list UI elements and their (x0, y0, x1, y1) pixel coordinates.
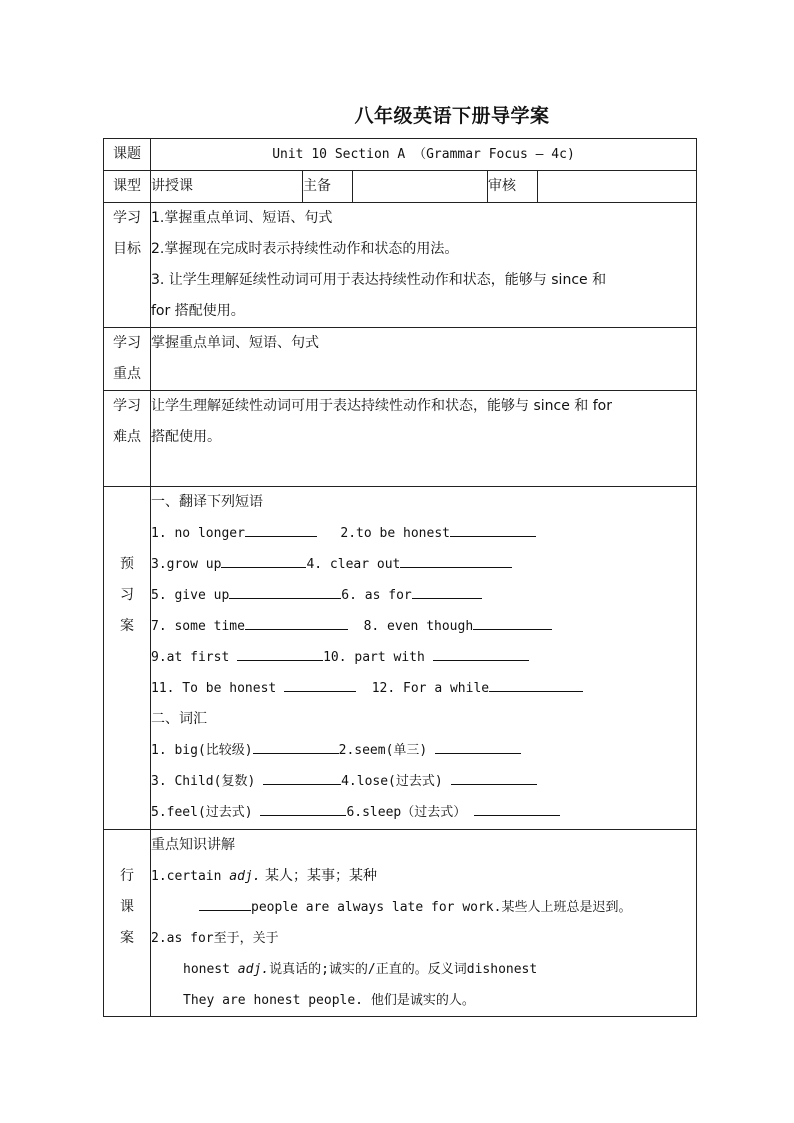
label-mubiao-2: 目标 (113, 241, 141, 257)
nandian-line-2: 搭配使用。 (151, 429, 221, 445)
label-zhongdian-2: 重点 (113, 366, 141, 382)
vocab-row (151, 797, 696, 828)
page-title: 八年级英语下册导学案 (354, 105, 550, 127)
row-mubiao (104, 203, 697, 328)
honest-meaning: 说真话的;诚实的/正直的。反义词dishonest (269, 962, 538, 977)
label-xingke-3: 案 (120, 930, 134, 946)
vocab-row (151, 735, 696, 766)
row-zhongdian (104, 328, 697, 391)
item-1-meaning: 某人；某事；某种 (260, 868, 378, 884)
xingke-content (151, 830, 697, 1017)
phrase-row (151, 580, 696, 611)
xingke-honest-example: They are honest people. 他们是诚实的人。 (183, 993, 475, 1008)
vocab-5: 5.feel(过去式) (151, 805, 261, 820)
phrase-10: 10. part with (323, 650, 433, 665)
xingke-item-1 (151, 861, 696, 892)
nandian-content (151, 391, 697, 487)
row-keti (104, 139, 697, 171)
phrase-1: 1. no longer (151, 526, 245, 541)
phrase-row (151, 673, 696, 704)
certain-blank[interactable] (199, 894, 251, 911)
phrase-5-blank[interactable] (229, 582, 341, 599)
label-keti: 课题 (104, 139, 151, 171)
vocab-5-blank[interactable] (260, 799, 346, 816)
phrase-12: 12. For a while (371, 681, 490, 696)
xingke-heading: 重点知识讲解 (151, 837, 235, 853)
yuxi-heading-1: 一、翻译下列短语 (151, 494, 263, 510)
honest-word: honest (183, 962, 238, 977)
vocab-3: 3. Child(复数) (151, 774, 264, 789)
label-mubiao-1: 学习 (113, 210, 141, 226)
vocab-4-blank[interactable] (451, 768, 537, 785)
mubiao-content (151, 203, 697, 328)
lesson-plan-table (103, 138, 697, 1017)
phrase-10-blank[interactable] (433, 644, 529, 661)
phrase-11-blank[interactable] (284, 675, 356, 692)
label-xingke-1: 行 (120, 868, 134, 884)
phrase-8-blank[interactable] (473, 613, 552, 630)
yuxi-heading-2: 二、词汇 (151, 711, 207, 727)
label-yuxi-1: 预 (120, 556, 134, 572)
phrase-2-blank[interactable] (450, 520, 536, 537)
label-zhongdian (104, 328, 151, 391)
label-yuxi-2: 习 (120, 587, 134, 603)
phrase-7: 7. some time (151, 619, 245, 634)
label-shenhe: 审核 (488, 171, 538, 203)
nandian-line-1: 让学生理解延续性动词可用于表达持续性动作和状态，能够与 since 和 for (151, 398, 612, 414)
label-kexing: 课型 (104, 171, 151, 203)
phrase-row (151, 642, 696, 673)
phrase-row (151, 611, 696, 642)
label-nandian (104, 391, 151, 487)
phrase-row (151, 518, 696, 549)
phrase-8: 8. even though (363, 619, 474, 634)
phrase-3: 3.grow up (151, 557, 222, 572)
zhubei-value (353, 171, 488, 203)
phrase-2: 2.to be honest (340, 526, 450, 541)
xingke-item-1-example (151, 892, 696, 923)
item-1-example: people are always late for work.某些人上班总是迟到。 (251, 900, 632, 915)
phrase-5: 5. give up (151, 588, 230, 603)
phrase-row (151, 549, 696, 580)
phrase-12-blank[interactable] (489, 675, 583, 692)
label-xingke-2: 课 (120, 899, 134, 915)
phrase-1-blank[interactable] (245, 520, 317, 537)
item-1-word: 1.certain (151, 869, 230, 884)
zhongdian-content (151, 328, 697, 391)
vocab-3-blank[interactable] (263, 768, 341, 785)
phrase-4-blank[interactable] (400, 551, 512, 568)
mubiao-line-2: 2.掌握现在完成时表示持续性动作和状态的用法。 (151, 241, 459, 257)
vocab-4: 4.lose(过去式) (341, 774, 451, 789)
phrase-9-blank[interactable] (237, 644, 323, 661)
yuxi-content (151, 487, 697, 830)
phrase-11: 11. To be honest (151, 681, 285, 696)
keti-value: Unit 10 Section A （Grammar Focus — 4c) (151, 139, 697, 171)
label-yuxi-3: 案 (120, 618, 134, 634)
mubiao-line-4: for 搭配使用。 (151, 303, 245, 319)
phrase-9: 9.at first (151, 650, 238, 665)
row-xingke (104, 830, 697, 1017)
phrase-6-blank[interactable] (412, 582, 482, 599)
row-kexing (104, 171, 697, 203)
xingke-item-2: 2.as for至于，关于 (151, 931, 279, 946)
label-zhubei: 主备 (303, 171, 353, 203)
phrase-6: 6. as for (341, 588, 412, 603)
honest-pos: adj. (237, 962, 270, 977)
label-zhongdian-1: 学习 (113, 335, 141, 351)
vocab-2-blank[interactable] (435, 737, 521, 754)
label-nandian-2: 难点 (113, 429, 141, 445)
zhongdian-text: 掌握重点单词、短语、句式 (151, 335, 319, 351)
vocab-2: 2.seem(单三) (338, 743, 436, 758)
mubiao-line-3: 3. 让学生理解延续性动词可用于表达持续性动作和状态，能够与 since 和 (151, 272, 607, 288)
phrase-3-blank[interactable] (221, 551, 306, 568)
xingke-honest (151, 954, 696, 985)
mubiao-line-1: 1.掌握重点单词、短语、句式 (151, 210, 333, 226)
vocab-1: 1. big(比较级) (151, 743, 253, 758)
item-1-pos: adj. (229, 869, 261, 884)
row-nandian (104, 391, 697, 487)
label-yuxi (104, 487, 151, 830)
phrase-4: 4. clear out (306, 557, 401, 572)
label-mubiao (104, 203, 151, 328)
shenhe-value (538, 171, 697, 203)
vocab-6: 6.sleep（过去式） (346, 805, 475, 820)
label-nandian-1: 学习 (113, 398, 141, 414)
phrase-7-blank[interactable] (245, 613, 348, 630)
vocab-row (151, 766, 696, 797)
row-yuxi (104, 487, 697, 830)
label-xingke (104, 830, 151, 1017)
vocab-6-blank[interactable] (474, 799, 560, 816)
kexing-value: 讲授课 (151, 171, 303, 203)
vocab-1-blank[interactable] (253, 737, 339, 754)
